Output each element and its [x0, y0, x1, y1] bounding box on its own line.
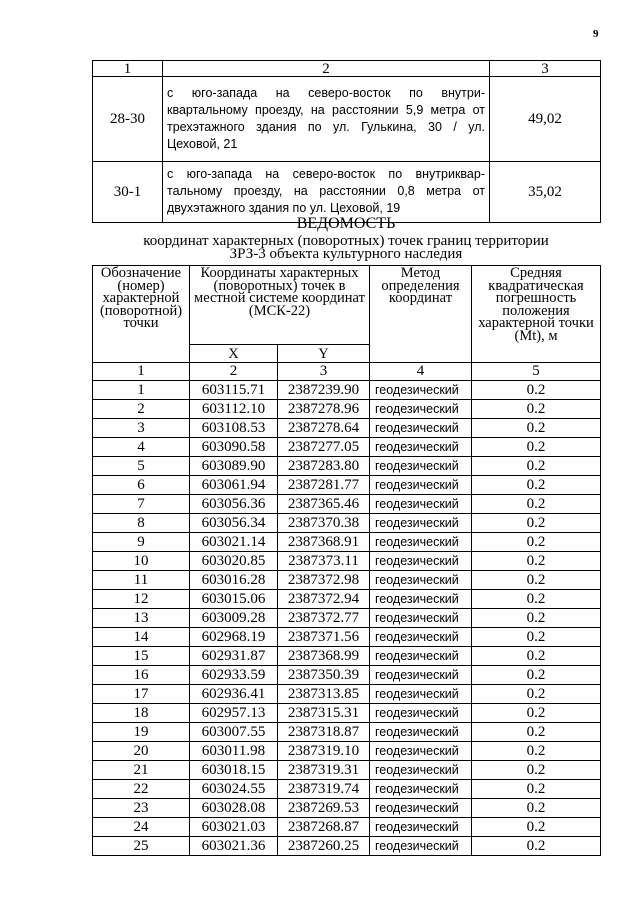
method-value: геодезический: [370, 818, 472, 837]
table-row: [93, 514, 601, 533]
boundary-description-table: [92, 60, 601, 223]
y-coordinate: 2387239.90: [278, 381, 370, 400]
y-coordinate: 2387318.87: [278, 723, 370, 742]
method-value: геодезический: [370, 571, 472, 590]
y-coordinate: 2387278.64: [278, 419, 370, 438]
accuracy-value: 0.2: [472, 552, 601, 571]
point-number: 8: [93, 514, 190, 533]
x-coordinate: 602936.41: [190, 685, 278, 704]
accuracy-value: 0.2: [472, 533, 601, 552]
table-row: [93, 647, 601, 666]
table-row: [93, 400, 601, 419]
method-value: геодезический: [370, 723, 472, 742]
accuracy-value: 0.2: [472, 419, 601, 438]
y-coordinate: 2387365.46: [278, 495, 370, 514]
header-cell: 2: [163, 61, 490, 77]
method-value: геодезический: [370, 438, 472, 457]
method-value: геодезический: [370, 647, 472, 666]
point-number: 21: [93, 761, 190, 780]
y-coordinate: 2387350.39: [278, 666, 370, 685]
method-value: геодезический: [370, 400, 472, 419]
y-coordinate: 2387281.77: [278, 476, 370, 495]
section-description: с юго-запада на северо-восток по внутри-квартальному проезду, на расстоянии 5,9 метра от трехэтажного здания по ул. Гулькина, 30 / ул. Цеховой, 21: [163, 77, 490, 162]
accuracy-value: 0.2: [472, 666, 601, 685]
section-number: 28-30: [93, 77, 163, 162]
method-value: геодезический: [370, 704, 472, 723]
table-row: [93, 77, 601, 162]
x-coordinate: 602931.87: [190, 647, 278, 666]
statement-subtitle: координат характерных (поворотных) точек границ территории: [143, 233, 549, 249]
table-row: [93, 723, 601, 742]
accuracy-value: 0.2: [472, 590, 601, 609]
table-row: [93, 628, 601, 647]
statement-subtitle: ЗРЗ-3 объекта культурного наследия: [229, 246, 463, 262]
method-value: геодезический: [370, 457, 472, 476]
y-coordinate: 2387313.85: [278, 685, 370, 704]
column-number: 5: [472, 363, 601, 381]
table-row: [93, 162, 601, 223]
column-number: 1: [93, 363, 190, 381]
point-number: 7: [93, 495, 190, 514]
point-number: 19: [93, 723, 190, 742]
accuracy-value: 0.2: [472, 476, 601, 495]
y-coordinate: 2387371.56: [278, 628, 370, 647]
coordinates-header: Координаты характерных (поворотных) точек в местной системе координат (МСК-22): [190, 266, 370, 345]
x-coordinate: 603015.06: [190, 590, 278, 609]
x-coordinate: 603021.03: [190, 818, 278, 837]
method-value: геодезический: [370, 533, 472, 552]
x-header: X: [190, 345, 278, 363]
page-number: 9: [593, 28, 599, 40]
table-header-row: [93, 61, 601, 77]
method-value: геодезический: [370, 590, 472, 609]
column-number: 2: [190, 363, 278, 381]
y-header: Y: [278, 345, 370, 363]
accuracy-value: 0.2: [472, 495, 601, 514]
designation-header: Обозначение (номер) характерной (поворотной) точки: [93, 266, 190, 363]
point-number: 1: [93, 381, 190, 400]
method-value: геодезический: [370, 476, 472, 495]
method-value: геодезический: [370, 609, 472, 628]
point-number: 3: [93, 419, 190, 438]
table-header-row: [93, 266, 601, 345]
y-coordinate: 2387372.98: [278, 571, 370, 590]
x-coordinate: 603009.28: [190, 609, 278, 628]
y-coordinate: 2387319.74: [278, 780, 370, 799]
method-value: геодезический: [370, 495, 472, 514]
point-number: 16: [93, 666, 190, 685]
accuracy-value: 0.2: [472, 837, 601, 856]
x-coordinate: 603011.98: [190, 742, 278, 761]
table-row: [93, 495, 601, 514]
accuracy-value: 0.2: [472, 685, 601, 704]
x-coordinate: 602968.19: [190, 628, 278, 647]
section-distance: 49,02: [490, 77, 601, 162]
accuracy-value: 0.2: [472, 799, 601, 818]
table-row: [93, 780, 601, 799]
table-row: [93, 381, 601, 400]
y-coordinate: 2387319.10: [278, 742, 370, 761]
y-coordinate: 2387278.96: [278, 400, 370, 419]
x-coordinate: 603021.14: [190, 533, 278, 552]
y-coordinate: 2387373.11: [278, 552, 370, 571]
y-coordinate: 2387268.87: [278, 818, 370, 837]
header-cell: 1: [93, 61, 163, 77]
column-number: 3: [278, 363, 370, 381]
table-row: [93, 818, 601, 837]
section-description: с юго-запада на северо-восток по внутриквар-тальному проезду, на расстоянии 0,8 метра от двухэтажного здания по ул. Цеховой, 19: [163, 162, 490, 223]
x-coordinate: 603024.55: [190, 780, 278, 799]
y-coordinate: 2387260.25: [278, 837, 370, 856]
method-value: геодезический: [370, 628, 472, 647]
x-coordinate: 603089.90: [190, 457, 278, 476]
y-coordinate: 2387277.05: [278, 438, 370, 457]
y-coordinate: 2387372.94: [278, 590, 370, 609]
section-distance: 35,02: [490, 162, 601, 223]
table-row: [93, 666, 601, 685]
point-number: 5: [93, 457, 190, 476]
method-value: геодезический: [370, 685, 472, 704]
y-coordinate: 2387370.38: [278, 514, 370, 533]
table-row: [93, 761, 601, 780]
point-number: 15: [93, 647, 190, 666]
accuracy-value: 0.2: [472, 818, 601, 837]
point-number: 25: [93, 837, 190, 856]
y-coordinate: 2387368.99: [278, 647, 370, 666]
table-row: [93, 552, 601, 571]
method-value: геодезический: [370, 381, 472, 400]
accuracy-value: 0.2: [472, 400, 601, 419]
y-coordinate: 2387315.31: [278, 704, 370, 723]
table-row: [93, 609, 601, 628]
point-number: 6: [93, 476, 190, 495]
table-row: [93, 837, 601, 856]
method-value: геодезический: [370, 837, 472, 856]
accuracy-value: 0.2: [472, 571, 601, 590]
x-coordinate: 603061.94: [190, 476, 278, 495]
x-coordinate: 603016.28: [190, 571, 278, 590]
x-coordinate: 603056.34: [190, 514, 278, 533]
accuracy-value: 0.2: [472, 381, 601, 400]
point-number: 4: [93, 438, 190, 457]
point-number: 12: [93, 590, 190, 609]
table-row: [93, 419, 601, 438]
accuracy-value: 0.2: [472, 647, 601, 666]
method-value: геодезический: [370, 552, 472, 571]
point-number: 10: [93, 552, 190, 571]
x-coordinate: 603020.85: [190, 552, 278, 571]
y-coordinate: 2387319.31: [278, 761, 370, 780]
method-value: геодезический: [370, 799, 472, 818]
accuracy-value: 0.2: [472, 609, 601, 628]
x-coordinate: 603056.36: [190, 495, 278, 514]
method-value: геодезический: [370, 742, 472, 761]
section-number: 30-1: [93, 162, 163, 223]
accuracy-value: 0.2: [472, 514, 601, 533]
x-coordinate: 603112.10: [190, 400, 278, 419]
method-value: геодезический: [370, 666, 472, 685]
statement-title: ВЕДОМОСТЬ: [296, 215, 396, 232]
point-number: 9: [93, 533, 190, 552]
point-number: 13: [93, 609, 190, 628]
x-coordinate: 603007.55: [190, 723, 278, 742]
table-row: [93, 704, 601, 723]
accuracy-value: 0.2: [472, 742, 601, 761]
point-number: 22: [93, 780, 190, 799]
accuracy-value: 0.2: [472, 704, 601, 723]
x-coordinate: 603108.53: [190, 419, 278, 438]
x-coordinate: 602957.13: [190, 704, 278, 723]
accuracy-value: 0.2: [472, 628, 601, 647]
method-value: геодезический: [370, 419, 472, 438]
method-header: Метод определения координат: [370, 266, 472, 363]
method-value: геодезический: [370, 761, 472, 780]
accuracy-value: 0.2: [472, 438, 601, 457]
accuracy-value: 0.2: [472, 761, 601, 780]
x-coordinate: 603018.15: [190, 761, 278, 780]
point-number: 14: [93, 628, 190, 647]
table-row: [93, 438, 601, 457]
column-number-row: [93, 363, 601, 381]
y-coordinate: 2387372.77: [278, 609, 370, 628]
accuracy-header: Средняя квадратическая погрешность положения характерной точки (Mt), м: [472, 266, 601, 363]
y-coordinate: 2387368.91: [278, 533, 370, 552]
method-value: геодезический: [370, 780, 472, 799]
point-number: 23: [93, 799, 190, 818]
method-value: геодезический: [370, 514, 472, 533]
point-number: 2: [93, 400, 190, 419]
x-coordinate: 603028.08: [190, 799, 278, 818]
x-coordinate: 603021.36: [190, 837, 278, 856]
table-row: [93, 533, 601, 552]
table-row: [93, 742, 601, 761]
accuracy-value: 0.2: [472, 723, 601, 742]
y-coordinate: 2387283.80: [278, 457, 370, 476]
point-number: 24: [93, 818, 190, 837]
coordinates-table: [92, 265, 601, 856]
accuracy-value: 0.2: [472, 780, 601, 799]
table-row: [93, 590, 601, 609]
accuracy-value: 0.2: [472, 457, 601, 476]
x-coordinate: 603115.71: [190, 381, 278, 400]
table-row: [93, 685, 601, 704]
point-number: 20: [93, 742, 190, 761]
table-row: [93, 476, 601, 495]
y-coordinate: 2387269.53: [278, 799, 370, 818]
table-row: [93, 799, 601, 818]
point-number: 18: [93, 704, 190, 723]
x-coordinate: 603090.58: [190, 438, 278, 457]
x-coordinate: 602933.59: [190, 666, 278, 685]
table-row: [93, 457, 601, 476]
table-row: [93, 571, 601, 590]
point-number: 11: [93, 571, 190, 590]
header-cell: 3: [490, 61, 601, 77]
column-number: 4: [370, 363, 472, 381]
point-number: 17: [93, 685, 190, 704]
